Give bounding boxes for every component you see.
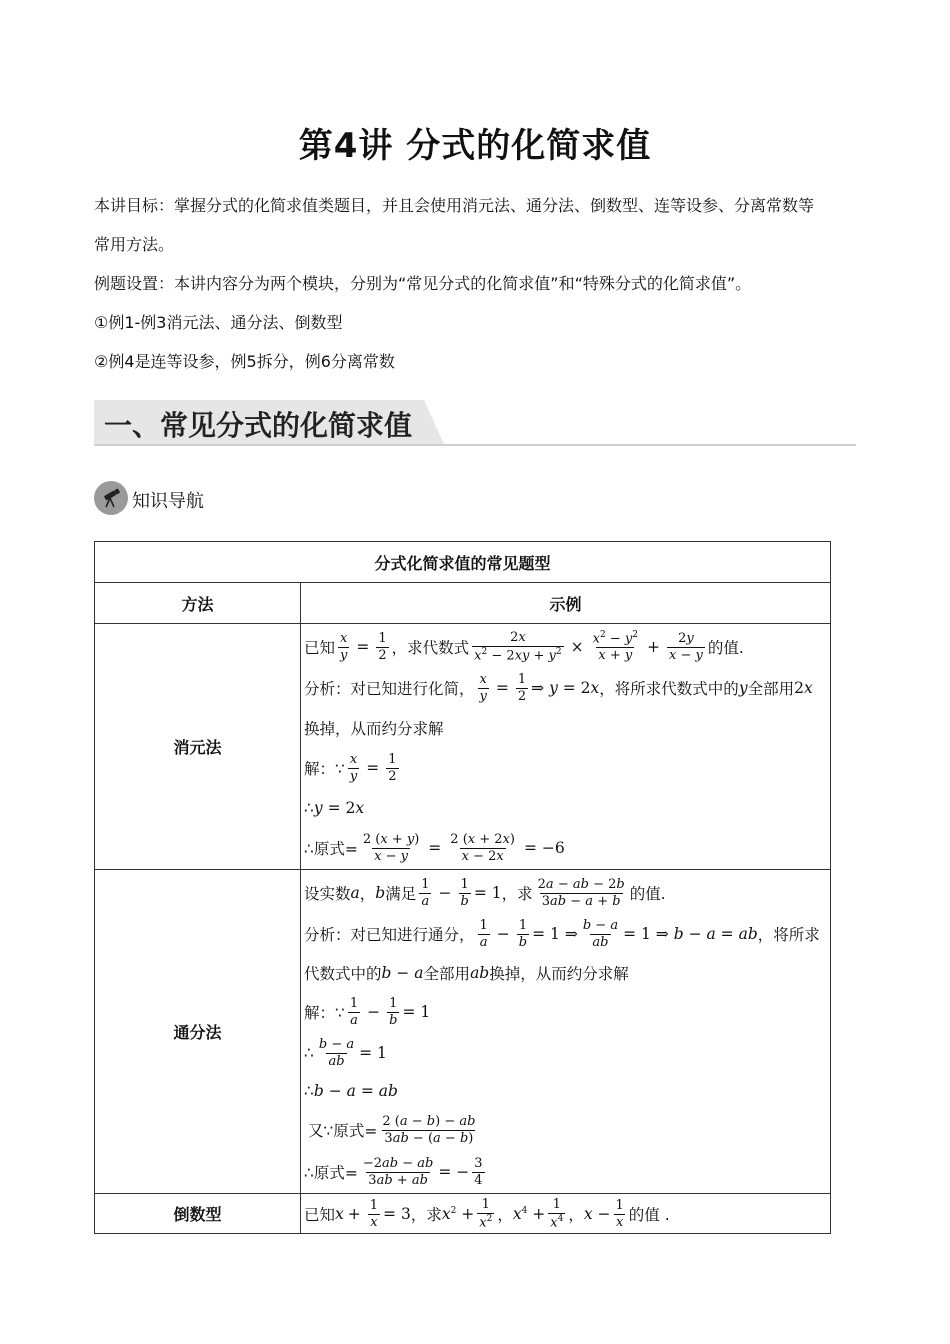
elim-orig-text: ∴原式= — [304, 840, 358, 858]
common-line3a: 代数式中的 — [304, 965, 382, 983]
common-setup-text: 设实数 — [304, 885, 351, 903]
goal-line-1: 本讲目标：掌握分式的化简求值类题目，并且会使用消元法、通分法、倒数型、连等设参、分离常数等 — [94, 196, 815, 215]
section-header — [94, 400, 856, 446]
common-orig-text: ∴原式= — [304, 1164, 358, 1182]
elim-analysis-text: 分析：对已知进行化简， — [304, 680, 475, 698]
common-therefore-2: ∴ — [304, 1082, 314, 1100]
elim-therefore: ∴ — [304, 799, 314, 817]
section-underline — [94, 444, 856, 446]
common-comma: ， — [359, 885, 376, 903]
elim-known-text: 已知 — [304, 639, 336, 657]
method-reciprocal: 倒数型 — [95, 1194, 301, 1234]
recip-ask-text: ，求 — [410, 1206, 442, 1224]
example-elimination: 已知 $\frac{x}{y}$ = $\frac{1}{2}$ ，求代数式 $\frac{2x}{x^2 - 2xy + y^2}$ × $\frac{x^2 - y^2}{x + y}$ + $\frac{2y}{x - y}$ 的值. 分析：对已知进行化简， $\frac{x}{y}$ = $\frac{1}{2}$ ⇒ y = 2x ，将所求代数式中的 y 全部用 2x 换掉，从而约分求解 解：∵ $\frac{x}{y}$ = $\frac{1}{2}$ ∴ y = 2x ∴原式= $\frac{2 (x + y)}{x - y}$ = $\frac{2 (x + 2x)}{x - 2x}$ = −6 — [301, 624, 831, 870]
common-analysis-text: 分析：对已知进行通分， — [304, 926, 475, 944]
common-line3c: 换掉，从而约分求解 — [489, 965, 629, 983]
elim-value-text: 的值. — [707, 639, 744, 657]
example-common-denominator: 设实数 a ， b 满足 $\frac{1}{a}$ − $\frac{1}{b}$ = 1 ，求 $\frac{2a - ab - 2b}{3ab - a + b}$ 的值. 分析：对已知进行通分， $\frac{1}{a}$ − $\frac{1}{b}$ = 1 ⇒ $\frac{b - a}{ab}$ = 1 ⇒ b − a = ab ，将所求 代数式中的 b − a 全部用 ab 换掉，从而约分求解 解：∵ $\frac{1}{a}$ − $\frac{1}{b}$ = 1 ∴ $\frac{b - a}{ab}$ = 1 ∴ b − a = ab 又∵原式= $\frac{2 (a - b) - ab}{3ab - (a - b)}$ ∴原式= $\frac{-2ab - ab}{3ab + ab}$ = − $\frac{3}{4}$ — [301, 870, 831, 1194]
telescope-icon — [94, 481, 128, 515]
common-ask-text: ，求 — [501, 885, 533, 903]
common-therefore-1: ∴ — [304, 1044, 314, 1062]
common-tail-text: ，将所求 — [757, 926, 820, 944]
common-solve-text: 解：∵ — [304, 1004, 345, 1022]
elim-solve-text: 解：∵ — [304, 760, 345, 778]
elim-replace-b: 全部用 — [747, 680, 795, 698]
common-also-text: 又∵原式= — [308, 1122, 378, 1140]
table-caption: 分式化简求值的常见题型 — [95, 542, 831, 583]
section-title: 一、常见分式的化简求值 — [104, 409, 413, 442]
example-setup: 例题设置：本讲内容分为两个模块，分别为“常见分式的化简求值”和“特殊分式的化简求值”。 — [94, 274, 752, 293]
elim-replace-a: ，将所求代数式中的 — [599, 680, 739, 698]
common-line3b: 全部用 — [423, 965, 471, 983]
elim-ask-text: ，求代数式 — [391, 639, 470, 657]
header-method: 方法 — [95, 583, 301, 624]
goal-line-2: 常用方法。 — [94, 235, 175, 254]
knowledge-nav-label: 知识导航 — [132, 491, 204, 512]
example-item-1: ①例1-例3消元法、通分法、倒数型 — [94, 313, 343, 332]
methods-table — [94, 541, 831, 1234]
method-elimination: 消元法 — [95, 624, 301, 870]
recip-known-text: 已知 — [304, 1206, 336, 1224]
common-satisfy-text: 满足 — [385, 885, 417, 903]
example-reciprocal: 已知 x + $\frac{1}{x}$ = 3 ，求 $x^2$ + $\frac{1}{x^2}$ ， $x^4$ + $\frac{1}{x^4}$ ， x − $\frac{1}{x}$ 的值 . — [301, 1194, 831, 1234]
example-item-2: ②例4是连等设参，例5拆分，例6分离常数 — [94, 352, 395, 371]
header-example: 示例 — [301, 583, 831, 624]
common-value-text: 的值. — [629, 885, 666, 903]
elim-replace-c: 换掉，从而约分求解 — [304, 720, 444, 738]
page-title: 第4讲 分式的化简求值 — [298, 126, 652, 166]
elim-result: = −6 — [523, 839, 565, 857]
method-common-denominator: 通分法 — [95, 870, 301, 1194]
recip-value-text: 的值 . — [628, 1206, 670, 1224]
